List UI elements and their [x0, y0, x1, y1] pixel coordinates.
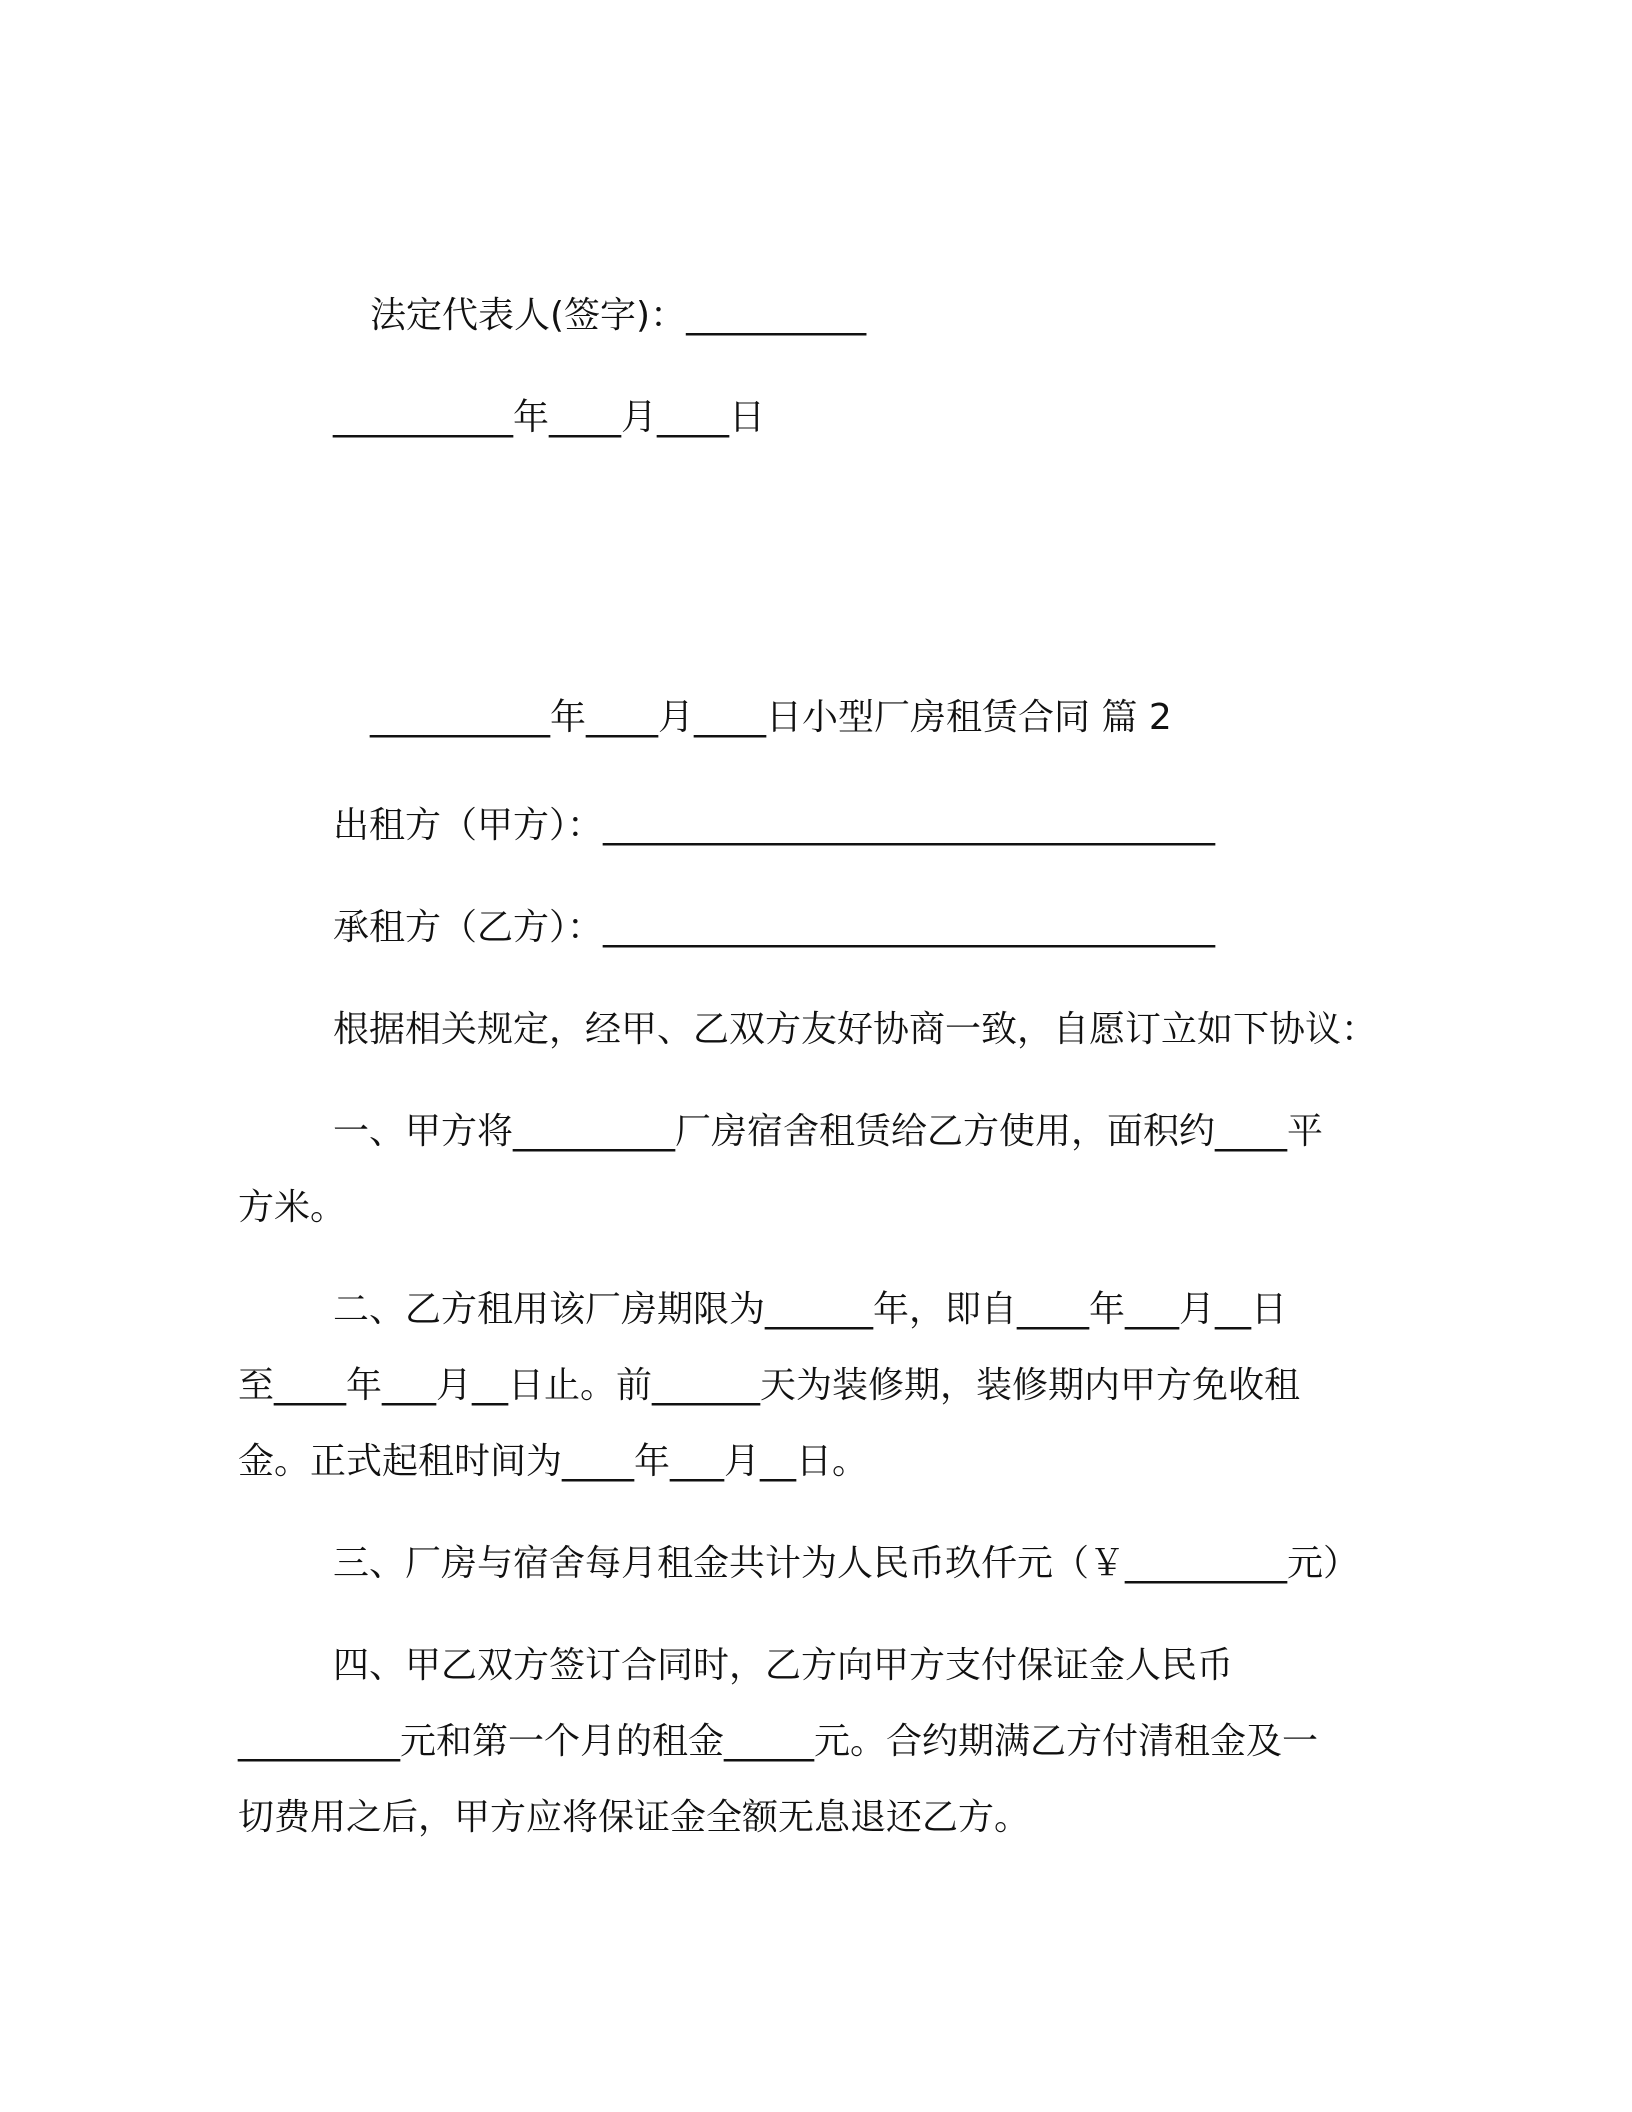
lessee-line: 承租方（乙方）：__________________________________	[333, 907, 1216, 948]
clause-1-line-1: 一、甲方将_________厂房宿舍租赁给乙方使用，面积约____平	[333, 1111, 1324, 1152]
clause-2-line-3: 金。正式起租时间为____年___月__日。	[238, 1441, 869, 1482]
legal-representative-signature-line: 法定代表人(签字)：__________	[370, 295, 867, 336]
clause-2-line-1: 二、乙方租用该厂房期限为______年，即自____年___月__日	[333, 1289, 1288, 1330]
contract-title: __________年____月____日小型厂房租赁合同 篇 2	[370, 697, 1172, 738]
intro-paragraph: 根据相关规定，经甲、乙双方友好协商一致，自愿订立如下协议：	[333, 1009, 1378, 1050]
clause-3-line-1: 三、厂房与宿舍每月租金共计为人民币玖仟元（￥_________元）	[333, 1543, 1360, 1584]
signature-date-line: __________年____月____日	[333, 397, 765, 438]
clause-4-line-2: _________元和第一个月的租金_____元。合约期满乙方付清租金及一	[238, 1721, 1319, 1762]
clause-2-line-2: 至____年___月__日止。前______天为装修期，装修期内甲方免收租	[238, 1365, 1301, 1406]
clause-4-line-1: 四、甲乙双方签订合同时，乙方向甲方支付保证金人民币	[333, 1645, 1234, 1686]
lessor-line: 出租方（甲方）：__________________________________	[333, 805, 1216, 846]
clause-4-line-3: 切费用之后，甲方应将保证金全额无息退还乙方。	[238, 1797, 1031, 1838]
clause-1-line-2: 方米。	[238, 1187, 347, 1228]
